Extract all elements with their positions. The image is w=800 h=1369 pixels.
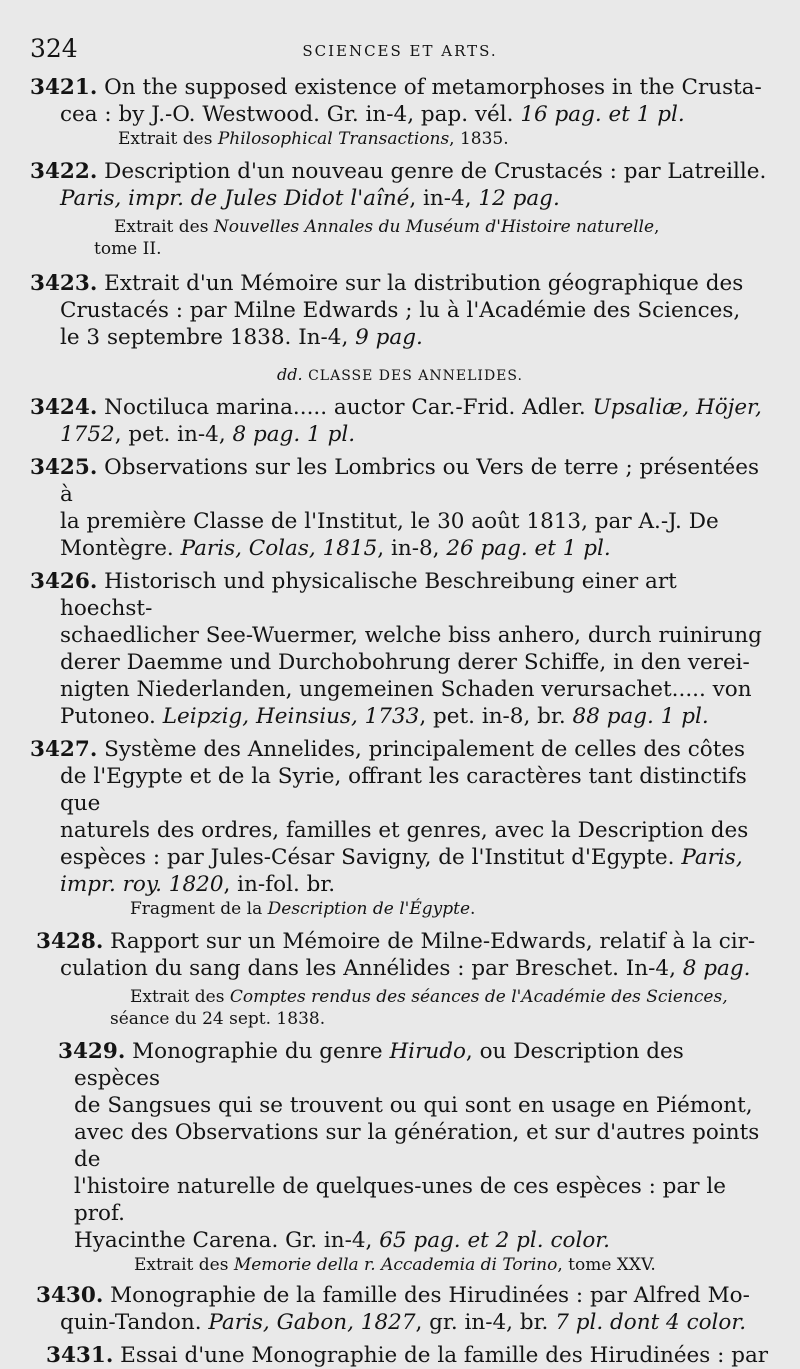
entry-text: Historisch und physicalische Beschreibung einer art hoechst- [60, 569, 677, 621]
entry-number: 3431. [46, 1343, 114, 1368]
entry-3427 [30, 736, 770, 898]
note-text: , [654, 217, 660, 237]
entry-text: avec des Observations sur la génération, et sur d'autres points de [74, 1120, 760, 1172]
entry-imprint: Upsaliæ, Höjer, [592, 395, 762, 420]
entry-text: , pet. in-4, [114, 422, 233, 447]
entry-text: Monographie du genre [132, 1039, 390, 1064]
entry-note [30, 986, 770, 1030]
entry-text: quin-Tandon. [60, 1310, 209, 1335]
entry-text: , in-4, [409, 186, 479, 211]
entry-text: , gr. in-4, br. [415, 1310, 556, 1335]
entry-text: Rapport sur un Mémoire de Milne-Edwards, relatif à la cir- [110, 929, 756, 954]
entry-imprint: Leipzig, Heinsius, 1733 [162, 704, 420, 729]
entry-text: Extrait d'un Mémoire sur la distribution géographique des [104, 271, 744, 296]
entry-collation: 12 pag. [478, 186, 560, 211]
entry-collation: 26 pag. et 1 pl. [446, 536, 611, 561]
entry-text: Crustacés : par Milne Edwards ; lu à l'Académie des Sciences, [60, 298, 741, 323]
entry-number: 3422. [30, 159, 98, 184]
entry-text: cea : by J.-O. Westwood. Gr. in-4, pap. vél. [60, 102, 521, 127]
entry-number: 3429. [58, 1039, 126, 1064]
entry-number: 3424. [30, 395, 98, 420]
page-number: 324 [30, 34, 78, 63]
note-text: Extrait des [130, 987, 230, 1007]
entry-3424 [30, 394, 770, 448]
entry-note [30, 1254, 770, 1276]
entry-text: On the supposed existence of metamorphoses in the Crusta- [104, 75, 762, 100]
entry-number: 3428. [36, 929, 104, 954]
entry-collation: 8 pag. 1 pl. [232, 422, 356, 447]
entry-text: naturels des ordres, familles et genres, avec la Description des [60, 818, 749, 843]
note-text: Extrait des [118, 129, 218, 149]
entry-text: espèces : par Jules-César Savigny, de l'Institut d'Egypte. [60, 845, 682, 870]
running-head: SCIENCES ET ARTS. [302, 42, 498, 60]
note-text: Fragment de la [130, 899, 268, 919]
entry-text: le 3 septembre 1838. In-4, [60, 325, 356, 350]
note-text: , tome XXV. [557, 1255, 656, 1275]
entry-text: Observations sur les Lombrics ou Vers de terre ; présentées à [60, 455, 760, 507]
entry-3429 [30, 1038, 770, 1254]
entry-imprint: Paris, Gabon, 1827 [208, 1310, 416, 1335]
note-title: Comptes rendus des séances de l'Académie des Sciences, [229, 987, 728, 1007]
page-header [30, 34, 770, 64]
entry-3421 [30, 74, 770, 128]
note-text: . [470, 899, 476, 919]
entry-3426 [30, 568, 770, 730]
entry-text: de Sangsues qui se trouvent ou qui sont en usage en Piémont, [74, 1093, 753, 1118]
note-text: , 1835. [449, 129, 509, 149]
entry-text: Noctiluca marina..... auctor Car.-Frid. Adler. [104, 395, 593, 420]
entry-text: Hyacinthe Carena. Gr. in-4, [74, 1228, 380, 1253]
note-text: Extrait des [134, 1255, 234, 1275]
entry-text: , in-8, [377, 536, 447, 561]
entry-collation: 9 pag. [355, 325, 423, 350]
entry-imprint: 1752 [60, 422, 115, 447]
entry-number: 3423. [30, 271, 98, 296]
entry-3431 [30, 1342, 770, 1369]
entry-imprint: Paris, impr. de Jules Didot l'aîné [60, 186, 410, 211]
section-title: CLASSE DES ANNELIDES. [308, 368, 523, 384]
entry-text: l'histoire naturelle de quelques-unes de ces espèces : par le prof. [74, 1174, 726, 1226]
note-title: Nouvelles Annales du Muséum d'Histoire naturelle [213, 217, 655, 237]
entry-collation: 7 pl. dont 4 color. [555, 1310, 747, 1335]
entry-imprint: Paris, Colas, 1815 [180, 536, 378, 561]
entry-text: , ou Description des espèces [74, 1039, 684, 1091]
note-title: Description de l'Égypte [267, 899, 471, 919]
note-text: tome II. [94, 239, 162, 259]
entry-3423 [30, 270, 770, 351]
entry-collation: 16 pag. et 1 pl. [520, 102, 685, 127]
entry-text: nigten Niederlanden, ungemeinen Schaden verursachet..... von [60, 677, 752, 702]
note-title: Philosophical Transactions [217, 129, 450, 149]
entry-collation: 65 pag. et 2 pl. color. [379, 1228, 611, 1253]
entry-note [30, 898, 770, 920]
entry-3430 [30, 1282, 770, 1336]
note-text: séance du 24 sept. 1838. [110, 1009, 326, 1029]
entry-text: schaedlicher See-Wuermer, welche biss anhero, durch ruinirung [60, 623, 762, 648]
entry-imprint: Paris, [681, 845, 743, 870]
entry-note [30, 216, 770, 260]
entry-text: Système des Annelides, principalement de celles des côtes [104, 737, 746, 762]
entry-text: de l'Egypte et de la Syrie, offrant les caractères tant distinctifs que [60, 764, 747, 816]
entry-text: , in-fol. br. [223, 872, 336, 897]
entry-collation: 88 pag. 1 pl. [572, 704, 709, 729]
entry-text: Essai d'une Monographie de la famille des Hirudinées : par [120, 1343, 769, 1368]
entry-number: 3427. [30, 737, 98, 762]
entry-text: Montègre. [60, 536, 181, 561]
entry-3422 [30, 158, 770, 212]
entry-text: derer Daemme und Durchobohrung derer Schiffe, in den verei- [60, 650, 750, 675]
entry-note [30, 128, 770, 150]
entry-collation: 8 pag. [682, 956, 751, 981]
entry-text: culation du sang dans les Annélides : par Breschet. In-4, [60, 956, 683, 981]
entry-text: Monographie de la famille des Hirudinées : par Alfred Mo- [110, 1283, 750, 1308]
entry-number: 3426. [30, 569, 98, 594]
note-title: Memorie della r. Accademia di Torino [233, 1255, 558, 1275]
entry-imprint: impr. roy. 1820 [60, 872, 224, 897]
entry-number: 3425. [30, 455, 98, 480]
section-prefix: dd. [277, 365, 303, 384]
entry-text: Description d'un nouveau genre de Crustacés : par Latreille. [104, 159, 767, 184]
entry-3425 [30, 454, 770, 562]
entry-text: , pet. in-8, br. [419, 704, 573, 729]
section-heading [30, 365, 770, 384]
entry-number: 3430. [36, 1283, 104, 1308]
entry-3428 [30, 928, 770, 982]
entry-text: Putoneo. [60, 704, 163, 729]
entry-taxon: Hirudo [389, 1039, 466, 1064]
entry-text: la première Classe de l'Institut, le 30 août 1813, par A.-J. De [60, 509, 719, 534]
entry-number: 3421. [30, 75, 98, 100]
note-text: Extrait des [114, 217, 214, 237]
